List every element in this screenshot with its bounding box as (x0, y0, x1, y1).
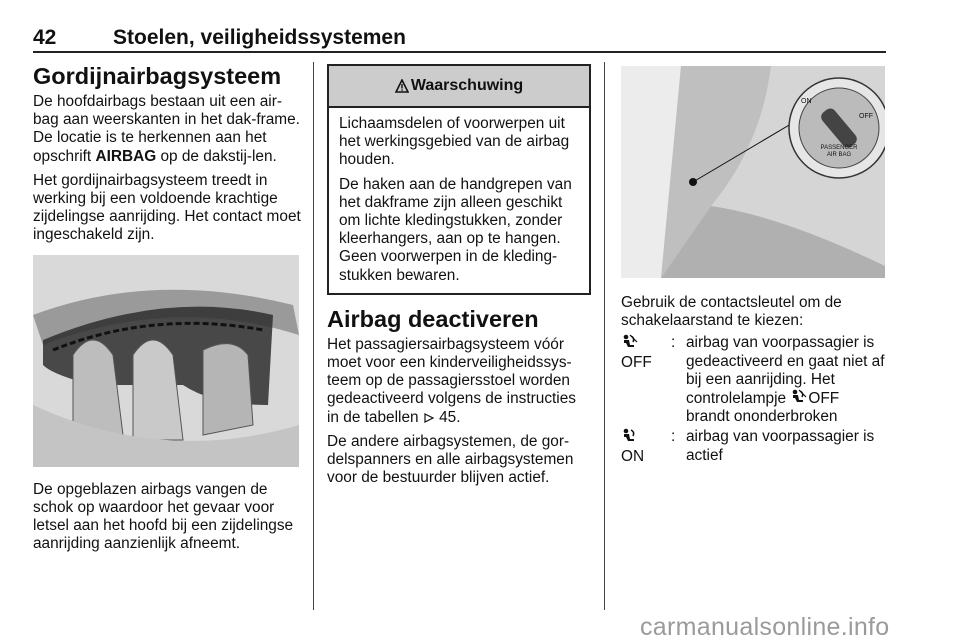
chapter-title: Stoelen, veiligheidssystemen (113, 26, 406, 49)
warning-paragraph: De haken aan de handgrepen van het dakframe zijn alleen geschikt om lichte kledingstukken, zonder kleerhangers, aan op te hangen. Geen voorwerpen in de kleding-stukken bewaren. (339, 175, 572, 284)
warning-box (327, 64, 591, 295)
warning-title: Waarschuwing (410, 76, 524, 94)
airbag-on-icon (621, 428, 639, 444)
page-reference-link[interactable]: 45. (439, 408, 461, 426)
lamp-text: OFF (808, 390, 840, 408)
warning-paragraph: Lichaamsdelen of voorwerpen uit het werkingsgebied van de airbag houden. (339, 115, 570, 169)
paragraph: Het gordijnairbagsysteem treedt in werking bij een voldoende krachtige zijdelingse aanrijding. Het contact moet ingeschakeld zijn. (33, 171, 301, 244)
airbag-off-icon (790, 389, 808, 405)
watermark: carmanualsonline.info (640, 613, 890, 641)
airbag-switch-illustration (621, 66, 885, 278)
paragraph (327, 336, 591, 427)
column-divider (313, 62, 314, 610)
column-divider (604, 62, 605, 610)
definition-description (686, 334, 885, 426)
airbag-off-icon (621, 334, 639, 350)
section-title-airbag-deactivate: Airbag deactiveren (327, 305, 539, 332)
warning-triangle-icon (395, 79, 409, 93)
column-1 (33, 64, 301, 559)
definition-term (621, 428, 671, 465)
switch-label-on: ON (801, 98, 812, 105)
switch-label-off: OFF (859, 113, 873, 120)
paragraph: De andere airbagsystemen, de gor-delspanners en alle airbagsystemen voor de bestuurder blijven actief. (327, 432, 574, 487)
switch-label-airbag: AIR BAG (826, 152, 852, 158)
section-title-curtain-airbag: Gordijnairbagsysteem (33, 63, 282, 89)
header-rule (33, 51, 886, 53)
page-number: 42 (33, 26, 57, 49)
colon: : (671, 428, 676, 446)
colon: : (671, 334, 676, 352)
switch-label-passenger: PASSENGER (820, 145, 858, 151)
definition-term-text: ON (621, 447, 645, 465)
warning-header (329, 66, 589, 108)
text: brandt ononderbroken (686, 408, 838, 426)
text: Het passagiersairbagsysteem vóór moet voor een kinderveiligheidssys-teem op de passagiersstoel worden gedeactiveerd volgens de instructies in de tabellen (327, 335, 576, 426)
definition-row-on (621, 428, 885, 465)
column-2 (327, 64, 591, 493)
page-header (33, 24, 886, 50)
definition-row-off (621, 334, 885, 426)
paragraph: Gebruik de contactsleutel om de schakelaarstand te kiezen: (621, 294, 842, 330)
text: De hoofdairbags bestaan uit een air-bag aan weerskanten in het dak-frame. De locatie is te herkennen aan het opschrift (33, 93, 300, 165)
definition-description: airbag van voorpassagier is actief (686, 428, 875, 464)
definition-term-text: OFF (621, 353, 652, 371)
warning-body (329, 108, 589, 293)
text: airbag van voorpassagier is gedeactiveerd en gaat niet af bij een aanrijding. Het controlelampje (686, 334, 885, 408)
curtain-airbag-illustration (33, 255, 299, 467)
paragraph (33, 93, 301, 166)
arrow-ref-icon (423, 412, 435, 424)
paragraph: De opgeblazen airbags vangen de schok op waardoor het gevaar voor letsel aan het hoofd bij een zijdelingse aanrijding aanzienlijk afneemt. (33, 480, 294, 553)
definition-term (621, 334, 671, 426)
column-3 (621, 64, 885, 468)
text: op de dakstij-len. (156, 147, 277, 165)
bold-text: AIRBAG (95, 147, 157, 165)
